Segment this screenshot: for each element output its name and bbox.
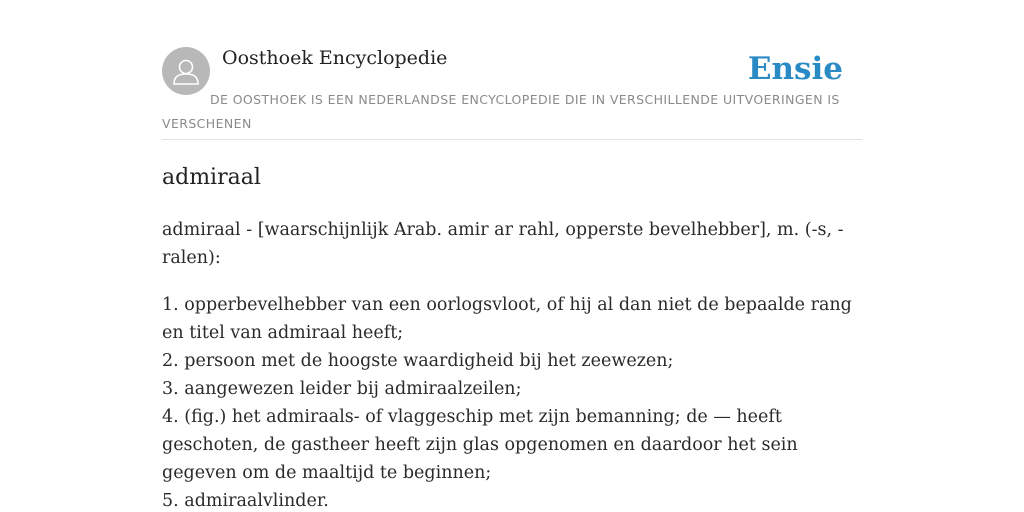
content-container [162, 0, 862, 511]
definition-item: 2. persoon met de hoogste waardigheid bij het zeewezen; [162, 351, 674, 371]
definition-item: 3. aangewezen leider bij admiraalzeilen; [162, 379, 522, 399]
definition-list [162, 291, 862, 512]
definition-item: 1. opperbevelhebber van een oorlogsvloot, of hij al dan niet de bepaalde rang en titel van admiraal heeft; [162, 295, 852, 343]
definition-item: 4. (fig.) het admiraals- of vlaggeschip met zijn bemanning; de — heeft geschoten, de gastheer heeft zijn glas opgenomen en daardoor het sein gegeven om de maaltijd te beginnen; [162, 407, 798, 483]
definition-item: 5. admiraalvlinder. [162, 491, 329, 511]
header [162, 0, 862, 140]
brand-logo[interactable]: Ensie [747, 51, 843, 87]
tagline: DE OOSTHOEK IS EEN NEDERLANDSE ENCYCLOPEDIE DIE IN VERSCHILLENDE UITVOERINGEN IS VERSCHENEN [162, 92, 840, 131]
site-name[interactable]: Oosthoek Encyclopedie [222, 47, 448, 69]
article-intro: admiraal - [waarschijnlijk Arab. amir ar rahl, opperste bevelhebber], m. (-s, -ralen): [162, 220, 844, 268]
article-title: admiraal [162, 165, 261, 190]
